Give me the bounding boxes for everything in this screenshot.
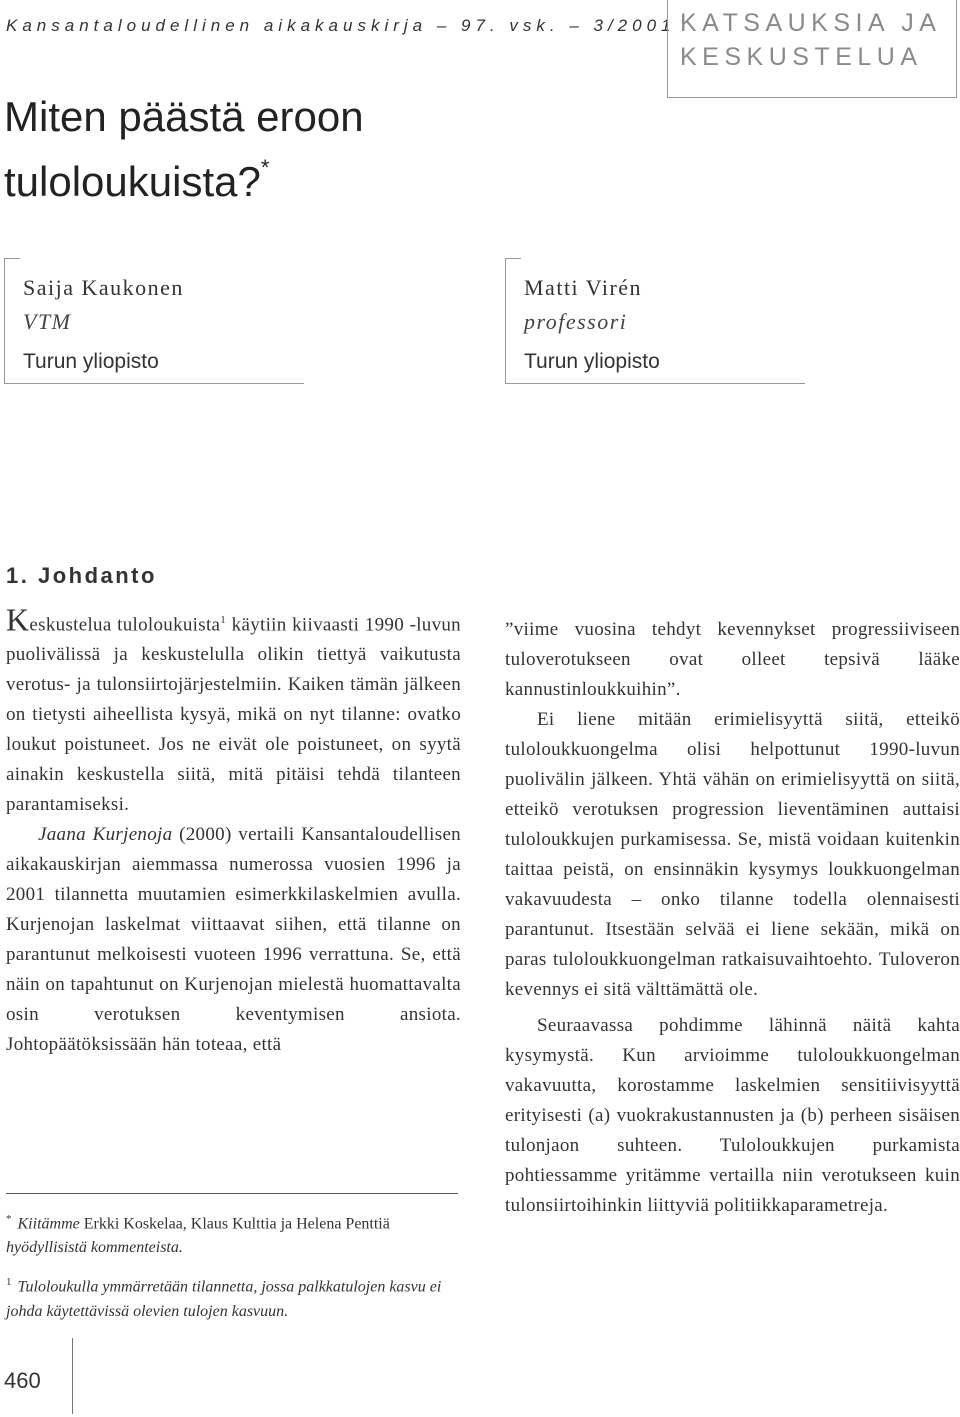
title-footnote-mark: * — [260, 155, 270, 180]
footnote-ref: 1 — [220, 614, 227, 626]
journal-header: Kansantaloudellinen aikakauskirja – 97. vsk. – 3/2001 — [6, 16, 676, 35]
footnote-text: Tuloloukulla ymmärretään tilannetta, jossa palkkatulojen kasvu ei johda käytettävissä olevien tulojen kasvuun. — [6, 1278, 442, 1320]
paragraph-text: käytiin kiivaasti 1990 -luvun puolivälissä ja keskustelulla olikin tiettyä vaikutusta verotus- ja tulonsiirtojärjestelmiin. Kaiken tämän jälkeen on tietysti aiheellista kysyä, mikä on nyt tilanne: ovatko loukut poistuneet. Jos ne eivät ole poistuneet, on syytä ainakin keskustella siitä, mitä pitäisi tehdä tilanteen parantamiseksi. — [6, 614, 461, 816]
title-line-1: Miten päästä eroon — [4, 93, 364, 140]
section-label: KATSAUKSIA JA KESKUSTELUA — [680, 9, 942, 71]
author-affiliation: Turun yliopisto — [524, 350, 660, 373]
paragraph — [6, 601, 461, 820]
page-number: 460 — [4, 1368, 41, 1393]
author-name: Matti Virén — [524, 275, 643, 300]
author-role: VTM — [23, 309, 72, 334]
section-heading: 1. Johdanto — [6, 563, 157, 588]
footnote-text: Erkki Koskelaa, Klaus Kulttia ja Helena Penttiä — [79, 1215, 390, 1233]
footnote — [6, 1270, 461, 1323]
footnote — [6, 1207, 461, 1260]
paragraph: Seuraavassa pohdimme lähinnä näitä kahta kysymystä. Kun arvioimme tuloloukkuongelman vakavuutta, korostamme laskelmien sensitiivisyyttä erityisesti (a) vuokrakustannusten ja (b) perheen sisäisen tulonjaon suhteen. Tuloloukkujen purkamista pohtiessamme yritämme vertailla niin verotukseen kuin tulonsiirtoihinkin liittyviä politiikkaparametreja. — [505, 1015, 960, 1216]
footnote-text: Kiitämme — [17, 1215, 80, 1233]
author-block-1 — [4, 258, 304, 384]
cited-author: Jaana Kurjenoja — [38, 824, 173, 846]
paragraph — [6, 820, 461, 1060]
footnote-mark: 1 — [6, 1276, 12, 1289]
footnote-divider — [6, 1193, 458, 1194]
footnote-mark: * — [6, 1213, 12, 1225]
footnotes — [6, 1207, 461, 1334]
paragraph-text: eskustelua tuloloukuista — [29, 614, 221, 636]
author-name: Saija Kaukonen — [23, 275, 184, 300]
author-affiliation: Turun yliopisto — [23, 350, 159, 373]
drop-cap: K — [6, 601, 30, 638]
page-number-rule — [72, 1338, 73, 1414]
author-role: professori — [524, 309, 628, 334]
paragraph-text: (2000) vertaili Kansantaloudellisen aikakauskirjan aiemmassa numerossa vuosien 1996 ja 2001 tilannetta muutamien esimerkkilaskelmien avulla. Kurjenojan laskelmat viittaavat siihen, että tilanne on parantunut melkoisesti vuoteen 1996 verrattuna. Se, että näin on tapahtunut on Kurjenojan mielestä huomattavalta osin verotuksen keventymisen ansiota. Johtopäätöksissään hän toteaa, että — [6, 824, 461, 1056]
right-column — [505, 615, 960, 1221]
quote-paragraph: ”viime vuosina tehdyt kevennykset progressiiviseen tuloverotukseen ovat olleet tepsivä lääke kannustinloukkuihin”. — [505, 619, 960, 700]
left-column — [6, 601, 461, 1060]
section-label-box — [667, 0, 957, 98]
footnote-text: hyödyllisistä kommenteista. — [6, 1239, 183, 1257]
article-title — [4, 88, 364, 210]
paragraph: Ei liene mitään erimielisyyttä siitä, etteikö tuloloukkuongelma olisi helpottunut 1990-luvun puolivälin jälkeen. Yhtä vähän on erimielisyyttä on siitä, etteikö verotuksen progression lieventäminen auttaisi tuloloukkujen purkamisessa. Se, mistä voidaan kuitenkin taittaa peistä, on ensinnäkin kysymys loukkuongelman vakavuudesta – onko tilanne todella olennaisesti parantunut. Itsestään selvää ei liene sekään, mikä on paras tuloloukkuongelman ratkaisuvaihtoehto. Tuloveron kevennys ei sitä välttämättä ole. — [505, 709, 960, 1000]
author-block-2 — [505, 258, 805, 384]
title-line-2: tuloloukuista? — [4, 158, 261, 205]
